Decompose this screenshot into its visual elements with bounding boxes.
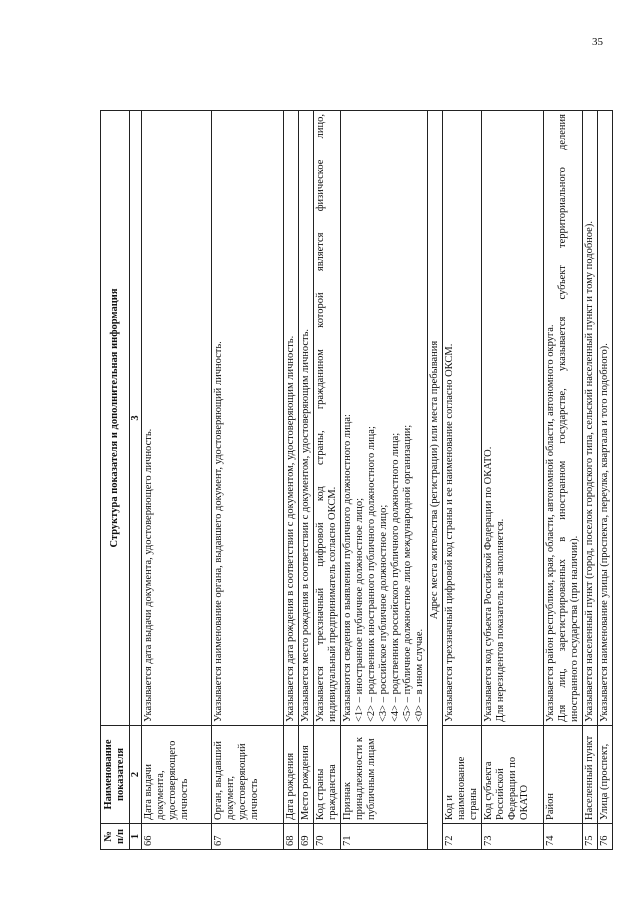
info-line: Для лиц, зарегистрированных в иностранном государстве, указывается субъект территориального деления [557,114,568,722]
info-line: Указывается наименование органа, выдавшего документ, удостоверяющий личность. [213,341,224,722]
row-number: 74 [544,824,583,850]
info-line: индивидуальный предприниматель согласно ОКСМ. [327,486,338,722]
info-line: <1> – иностранное публичное должностное лицо; [354,497,365,722]
header-number: № п/п [101,824,130,850]
row-number: 67 [212,824,284,850]
row-number: 70 [314,824,341,850]
column-number-row [130,111,142,850]
info-line: Для нерезидентов показатель не заполняется. [495,518,506,722]
table-row [299,111,314,850]
table-row [314,111,341,850]
row-name: Улица (проспект, [598,726,613,824]
row-info [314,111,341,726]
row-name: Код и наименование страны [443,726,482,824]
row-name: Орган, выдавший документ, удостоверяющий личность [212,726,284,824]
info-line: Указывается дата рождения в соответствии с документом, удостоверяющим личность. [285,335,296,722]
table-row [598,111,613,850]
info-line: Указывается трехзначный цифровой код страны, гражданином которой является физическое лицо, [315,114,326,722]
table-row [142,111,212,850]
table-row [284,111,299,850]
header-name: Наименование показателя [101,726,130,824]
row-info [443,111,482,726]
info-line: <2> – родственник иностранного публичного должностного лица; [366,426,377,722]
table-row [212,111,284,850]
indicators-table [100,110,613,850]
row-name: Код страны гражданства [314,726,341,824]
info-line: иностранного государства (при наличии). [569,535,580,722]
row-number: 69 [299,824,314,850]
column-number: 2 [130,726,142,824]
info-line: Указывается наименование улицы (проспекта, переулка, квартала и того подобного). [599,343,610,722]
row-name: Дата выдачи документа, удостоверяющего личность [142,726,212,824]
row-info [142,111,212,726]
table-row [544,111,583,850]
row-name: Дата рождения [284,726,299,824]
row-number: 76 [598,824,613,850]
row-name: Признак принадлежности к публичным лицам [341,726,428,824]
table-row [443,111,482,850]
row-info [299,111,314,726]
row-info [341,111,428,726]
column-number: 3 [130,111,142,726]
column-number: 1 [130,824,142,850]
row-info [598,111,613,726]
info-line: Указывается место рождения в соответствии с документом, удостоверяющим личность. [300,328,311,722]
info-line: <0> – в ином случае. [414,628,425,722]
table-header-row [101,111,130,850]
row-info [212,111,284,726]
info-line: Указывается дата выдачи документа, удостоверяющего личность. [143,428,154,722]
row-number: 73 [482,824,544,850]
info-line: Указываются сведения о выявлении публичного должностного лица: [342,414,353,722]
info-line: Указывается код субъекта Российской Федерации по ОКАТО. [483,446,494,722]
page-number: 35 [592,36,603,48]
row-info [583,111,598,726]
section-title: Адрес места жительства (регистрации) или места пребывания [428,111,443,850]
info-line: <3> – российское публичное должностное лицо; [378,504,389,722]
row-number: 75 [583,824,598,850]
info-line: <4> – родственник российского публичного должностного лица; [390,432,401,722]
info-line: <5> – публичное должностное лицо международной организации; [402,424,413,722]
row-number: 71 [341,824,428,850]
row-name: Район [544,726,583,824]
row-name: Место рождения [299,726,314,824]
section-row [428,111,443,850]
table-row [482,111,544,850]
row-number: 68 [284,824,299,850]
info-line: Указывается населенный пункт (город, поселок городского типа, сельский населенный пункт и тому подобное). [584,221,595,722]
row-info [284,111,299,726]
row-number: 72 [443,824,482,850]
table-row [583,111,598,850]
rotated-table-container [100,110,610,850]
row-info [544,111,583,726]
info-line: Указывается район республики, края, области, автономной области, автономного округа. [545,324,556,722]
table-row [341,111,428,850]
info-line: Указывается трехзначный цифровой код страны и ее наименование согласно ОКСМ. [444,343,455,722]
row-name: Населенный пункт [583,726,598,824]
row-number: 66 [142,824,212,850]
row-info [482,111,544,726]
header-structure: Структура показателя и дополнительная информация [101,111,130,726]
row-name: Код субъекта Российской Федерации по ОКАТО [482,726,544,824]
